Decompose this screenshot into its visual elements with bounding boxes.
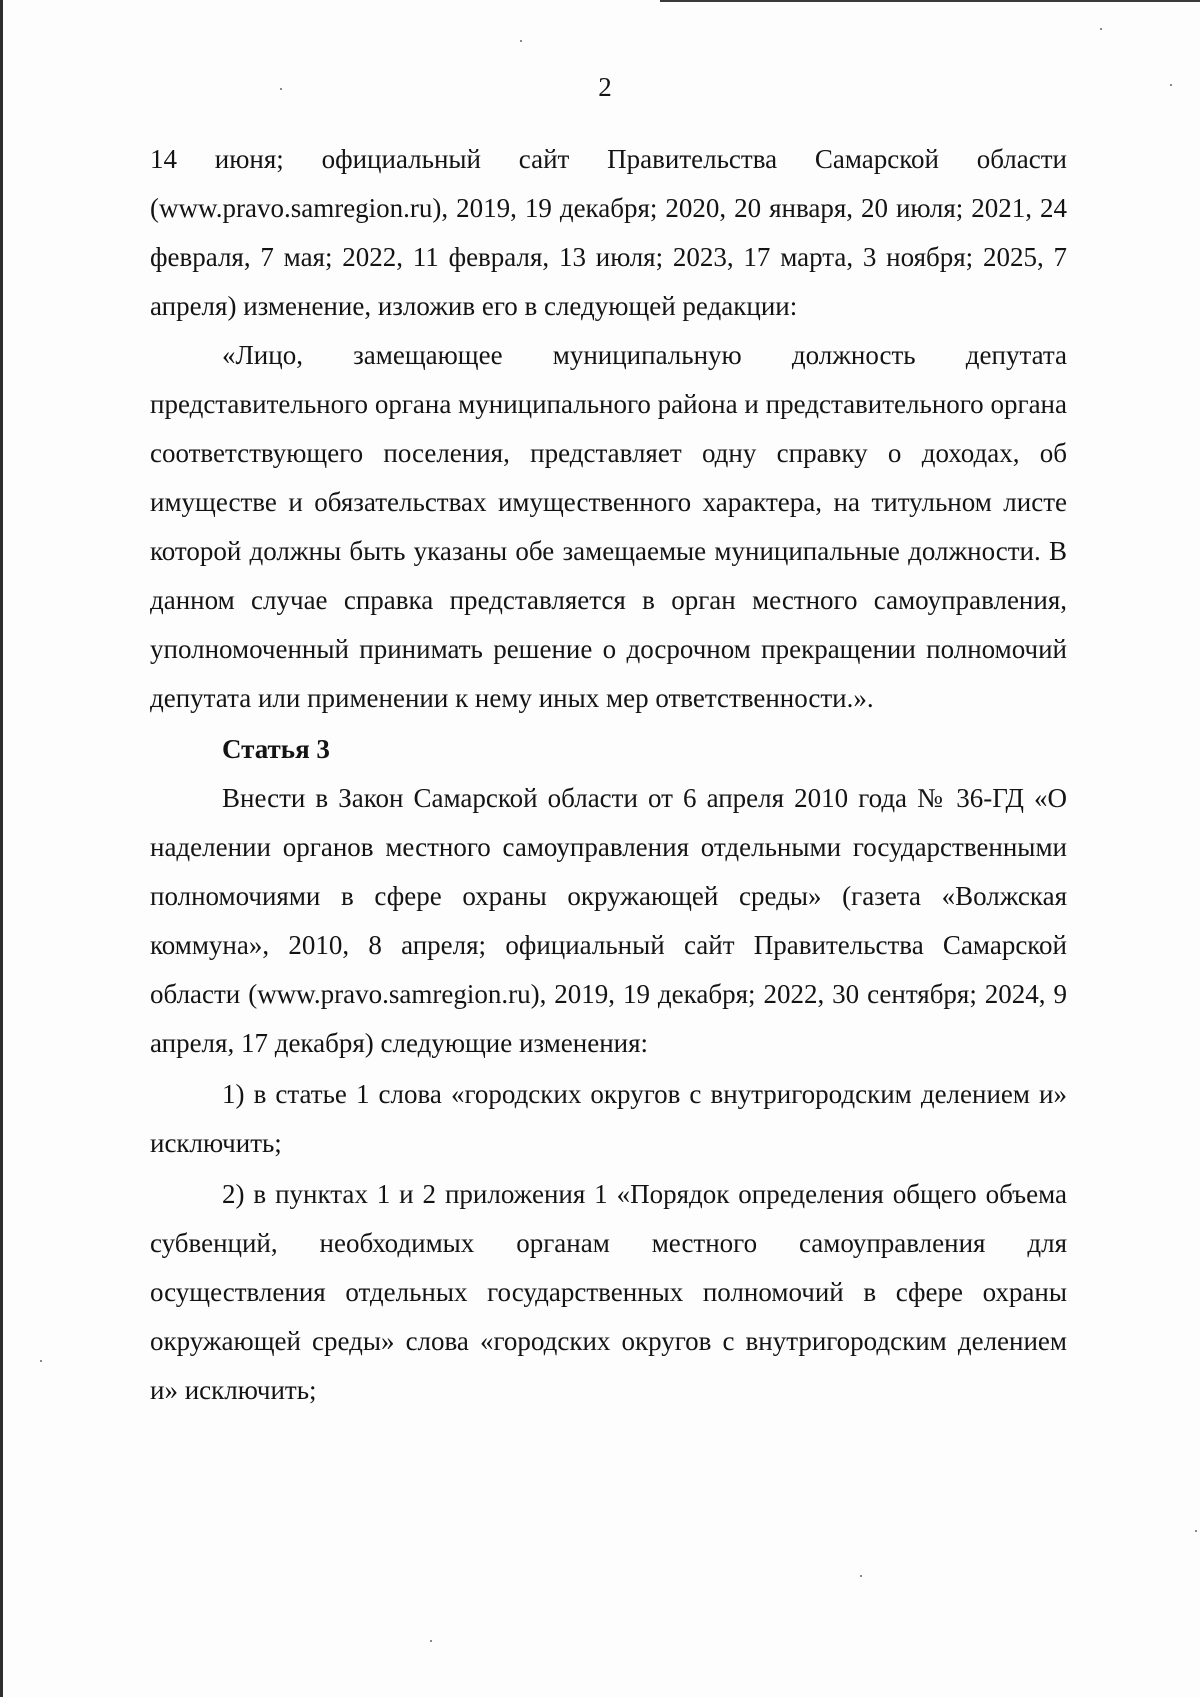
scan-speck xyxy=(430,1640,432,1642)
paragraph-item-1: 1) в статье 1 слова «городских округов с внутригородским делением и» исключить; xyxy=(150,1079,1067,1158)
scan-edge-left xyxy=(0,0,3,1697)
article-heading: Статья 3 xyxy=(222,734,330,764)
document-body xyxy=(150,135,1067,1415)
scan-speck xyxy=(520,40,522,42)
scan-speck xyxy=(1170,84,1172,86)
scan-speck xyxy=(1100,28,1102,30)
page-number: 2 xyxy=(598,72,612,102)
scan-speck xyxy=(860,1575,862,1577)
paragraph-quoted-amendment: «Лицо, замещающее муниципальную должность депутата представительного органа муниципального района и представительного органа соответствующего поселения, представляет одну справку о доходах, об имуществе и обязательствах имущественного характера, на титульном листе которой должны быть указаны обе замещаемые муниципальные должности. В данном случае справка представляется в орган местного самоуправления, уполномоченный принимать решение о досрочном прекращении полномочий депутата или применении к нему иных мер ответственности.». xyxy=(150,340,1067,713)
scan-speck xyxy=(280,88,282,90)
scan-speck xyxy=(1195,1530,1197,1532)
paragraph-article-intro: Внести в Закон Самарской области от 6 апреля 2010 года № 36-ГД «О наделении органов местного самоуправления отдельными государственными полномочиями в сфере охраны окружающей среды» (газета «Волжская коммуна», 2010, 8 апреля; официальный сайт Правительства Самарской области (www.pravo.samregion.ru), 2019, 19 декабря; 2022, 30 сентября; 2024, 9 апреля, 17 декабря) следующие изменения: xyxy=(150,783,1067,1058)
paragraph-continuation: 14 июня; официальный сайт Правительства Самарской области (www.pravo.samregion.ru), 2019, 19 декабря; 2020, 20 января, 20 июля; 2021, 24 февраля, 7 мая; 2022, 11 февраля, 13 июля; 2023, 17 марта, 3 ноября; 2025, 7 апреля) изменение, изложив его в следующей редакции: xyxy=(150,144,1067,321)
scan-speck xyxy=(40,1360,42,1362)
scan-edge-top xyxy=(660,0,1200,2)
paragraph-item-2: 2) в пунктах 1 и 2 приложения 1 «Порядок определения общего объема субвенций, необходимых органам местного самоуправления для осуществления отдельных государственных полномочий в сфере охраны окружающей среды» слова «городских округов с внутригородским делением и» исключить; xyxy=(150,1179,1067,1405)
